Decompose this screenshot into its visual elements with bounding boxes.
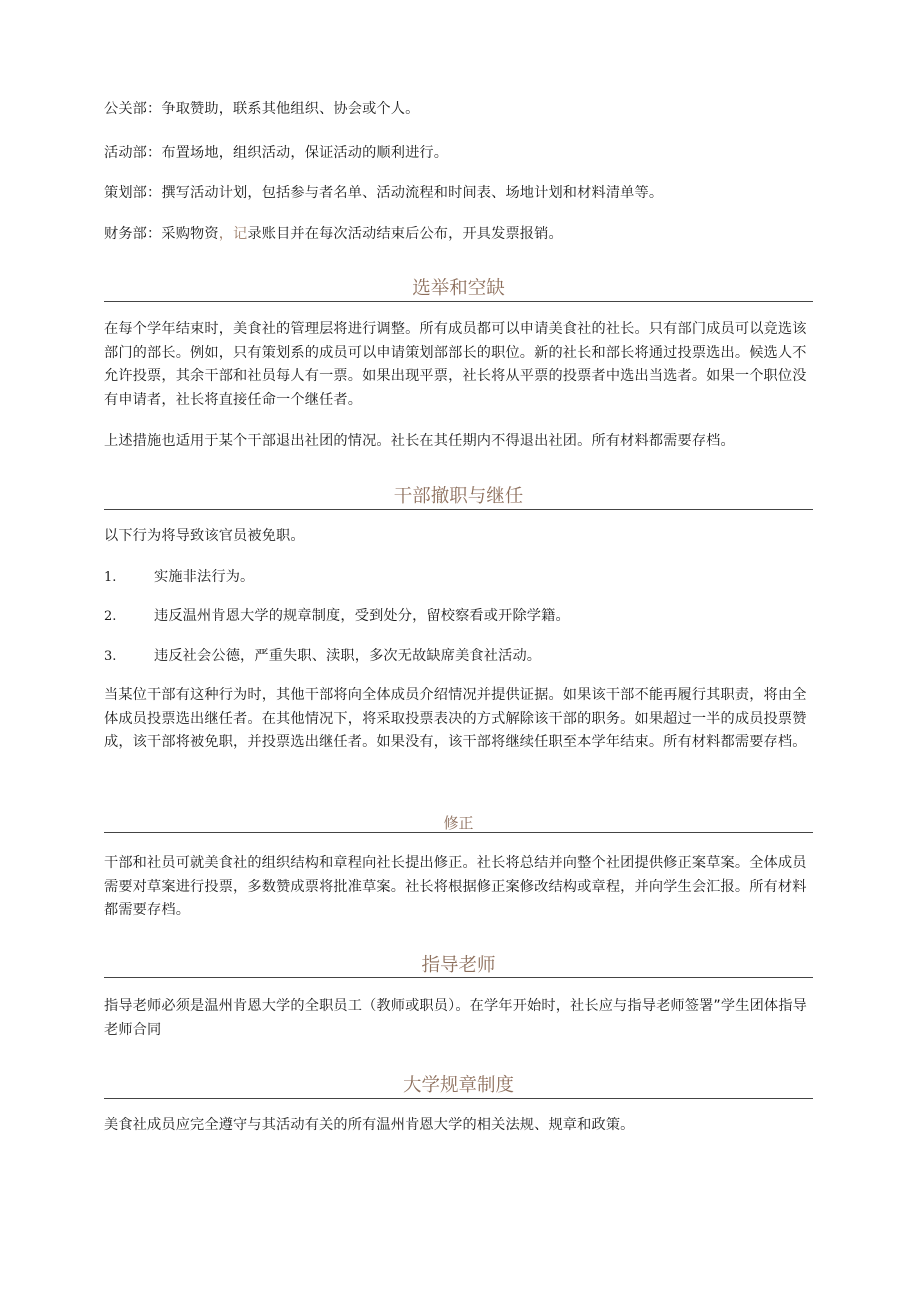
election-paragraph-1: 在每个学年结束时，美食社的管理层将进行调整。所有成员都可以申请美食社的社长。只有部门成员可以竞选该部门的部长。例如，只有策划系的成员可以申请策划部部长的职位。新的社长和部长将通过投票选出。候选人不允许投票，其余干部和社员每人有一票。如果出现平票，社长将从平票的投票者中选出当选者。如果一个职位没有申请者，社长将直接任命一个继任者。	[104, 321, 807, 408]
finance-text-2: 录账目并在每次活动结束后公布，开具发票报销。	[247, 226, 563, 242]
list-item-number: 1.	[104, 570, 117, 585]
regulations-heading: 大学规章制度	[402, 1075, 514, 1096]
removal-paragraph: 当某位干部有这种行为时，其他干部将向全体成员介绍情况并提供证据。如果该干部不能再履行其职责，将由全体成员投票选出继任者。在其他情况下，将采取投票表决的方式解除该干部的职务。如果超过一半的成员投票赞成，该干部将被免职，并投票选出继任者。如果没有，该干部将继续任职至本学年结束。所有材料都需要存档。	[104, 687, 807, 750]
removal-intro: 以下行为将导致该官员被免职。	[104, 528, 305, 544]
list-item: 违反温州肯恩大学的规章制度，受到处分，留校察看或开除学籍。	[154, 608, 570, 624]
removal-divider	[104, 509, 813, 510]
amendment-heading: 修正	[443, 814, 474, 832]
activities-department: 活动部：布置场地，组织活动，保证活动的顺利进行。	[104, 145, 449, 161]
regulations-paragraph: 美食社成员应完全遵守与其活动有关的所有温州肯恩大学的相关法规、规章和政策。	[104, 1117, 635, 1133]
pr-department: 公关部：争取赞助，联系其他组织、协会或个人。	[104, 101, 420, 117]
regulations-divider	[104, 1098, 813, 1099]
advisor-divider	[104, 977, 813, 978]
list-item: 实施非法行为。	[154, 569, 255, 585]
election-paragraph-2: 上述措施也适用于某个干部退出社团的情况。社长在其任期内不得退出社团。所有材料都需要存档。	[104, 433, 735, 449]
removal-heading: 干部撤职与继任	[393, 486, 524, 507]
planning-department: 策划部：撰写活动计划，包括参与者名单、活动流程和时间表、场地计划和材料清单等。	[104, 185, 664, 201]
advisor-paragraph: 指导老师必须是温州肯恩大学的全职员工（教师或职员）。在学年开始时，社长应与指导老师签署”学生团体指导老师合同	[104, 998, 807, 1038]
list-item-number: 3.	[104, 649, 117, 664]
amendment-divider	[104, 832, 813, 833]
finance-text-highlight: ，记	[218, 226, 248, 242]
finance-department	[104, 223, 813, 247]
list-item-number: 2.	[104, 609, 117, 624]
amendment-paragraph: 干部和社员可就美食社的组织结构和章程向社长提出修正。社长将总结并向整个社团提供修正案草案。全体成员需要对草案进行投票，多数赞成票将批准草案。社长将根据修正案修改结构或章程，并向学生会汇报。所有材料都需要存档。	[104, 855, 807, 918]
election-heading: 选举和空缺	[412, 278, 505, 299]
election-divider	[104, 301, 813, 302]
advisor-heading: 指导老师	[421, 955, 496, 976]
finance-text-1: 财务部：采购物资	[104, 226, 219, 242]
list-item: 违反社会公德，严重失职、渎职，多次无故缺席美食社活动。	[154, 648, 542, 664]
